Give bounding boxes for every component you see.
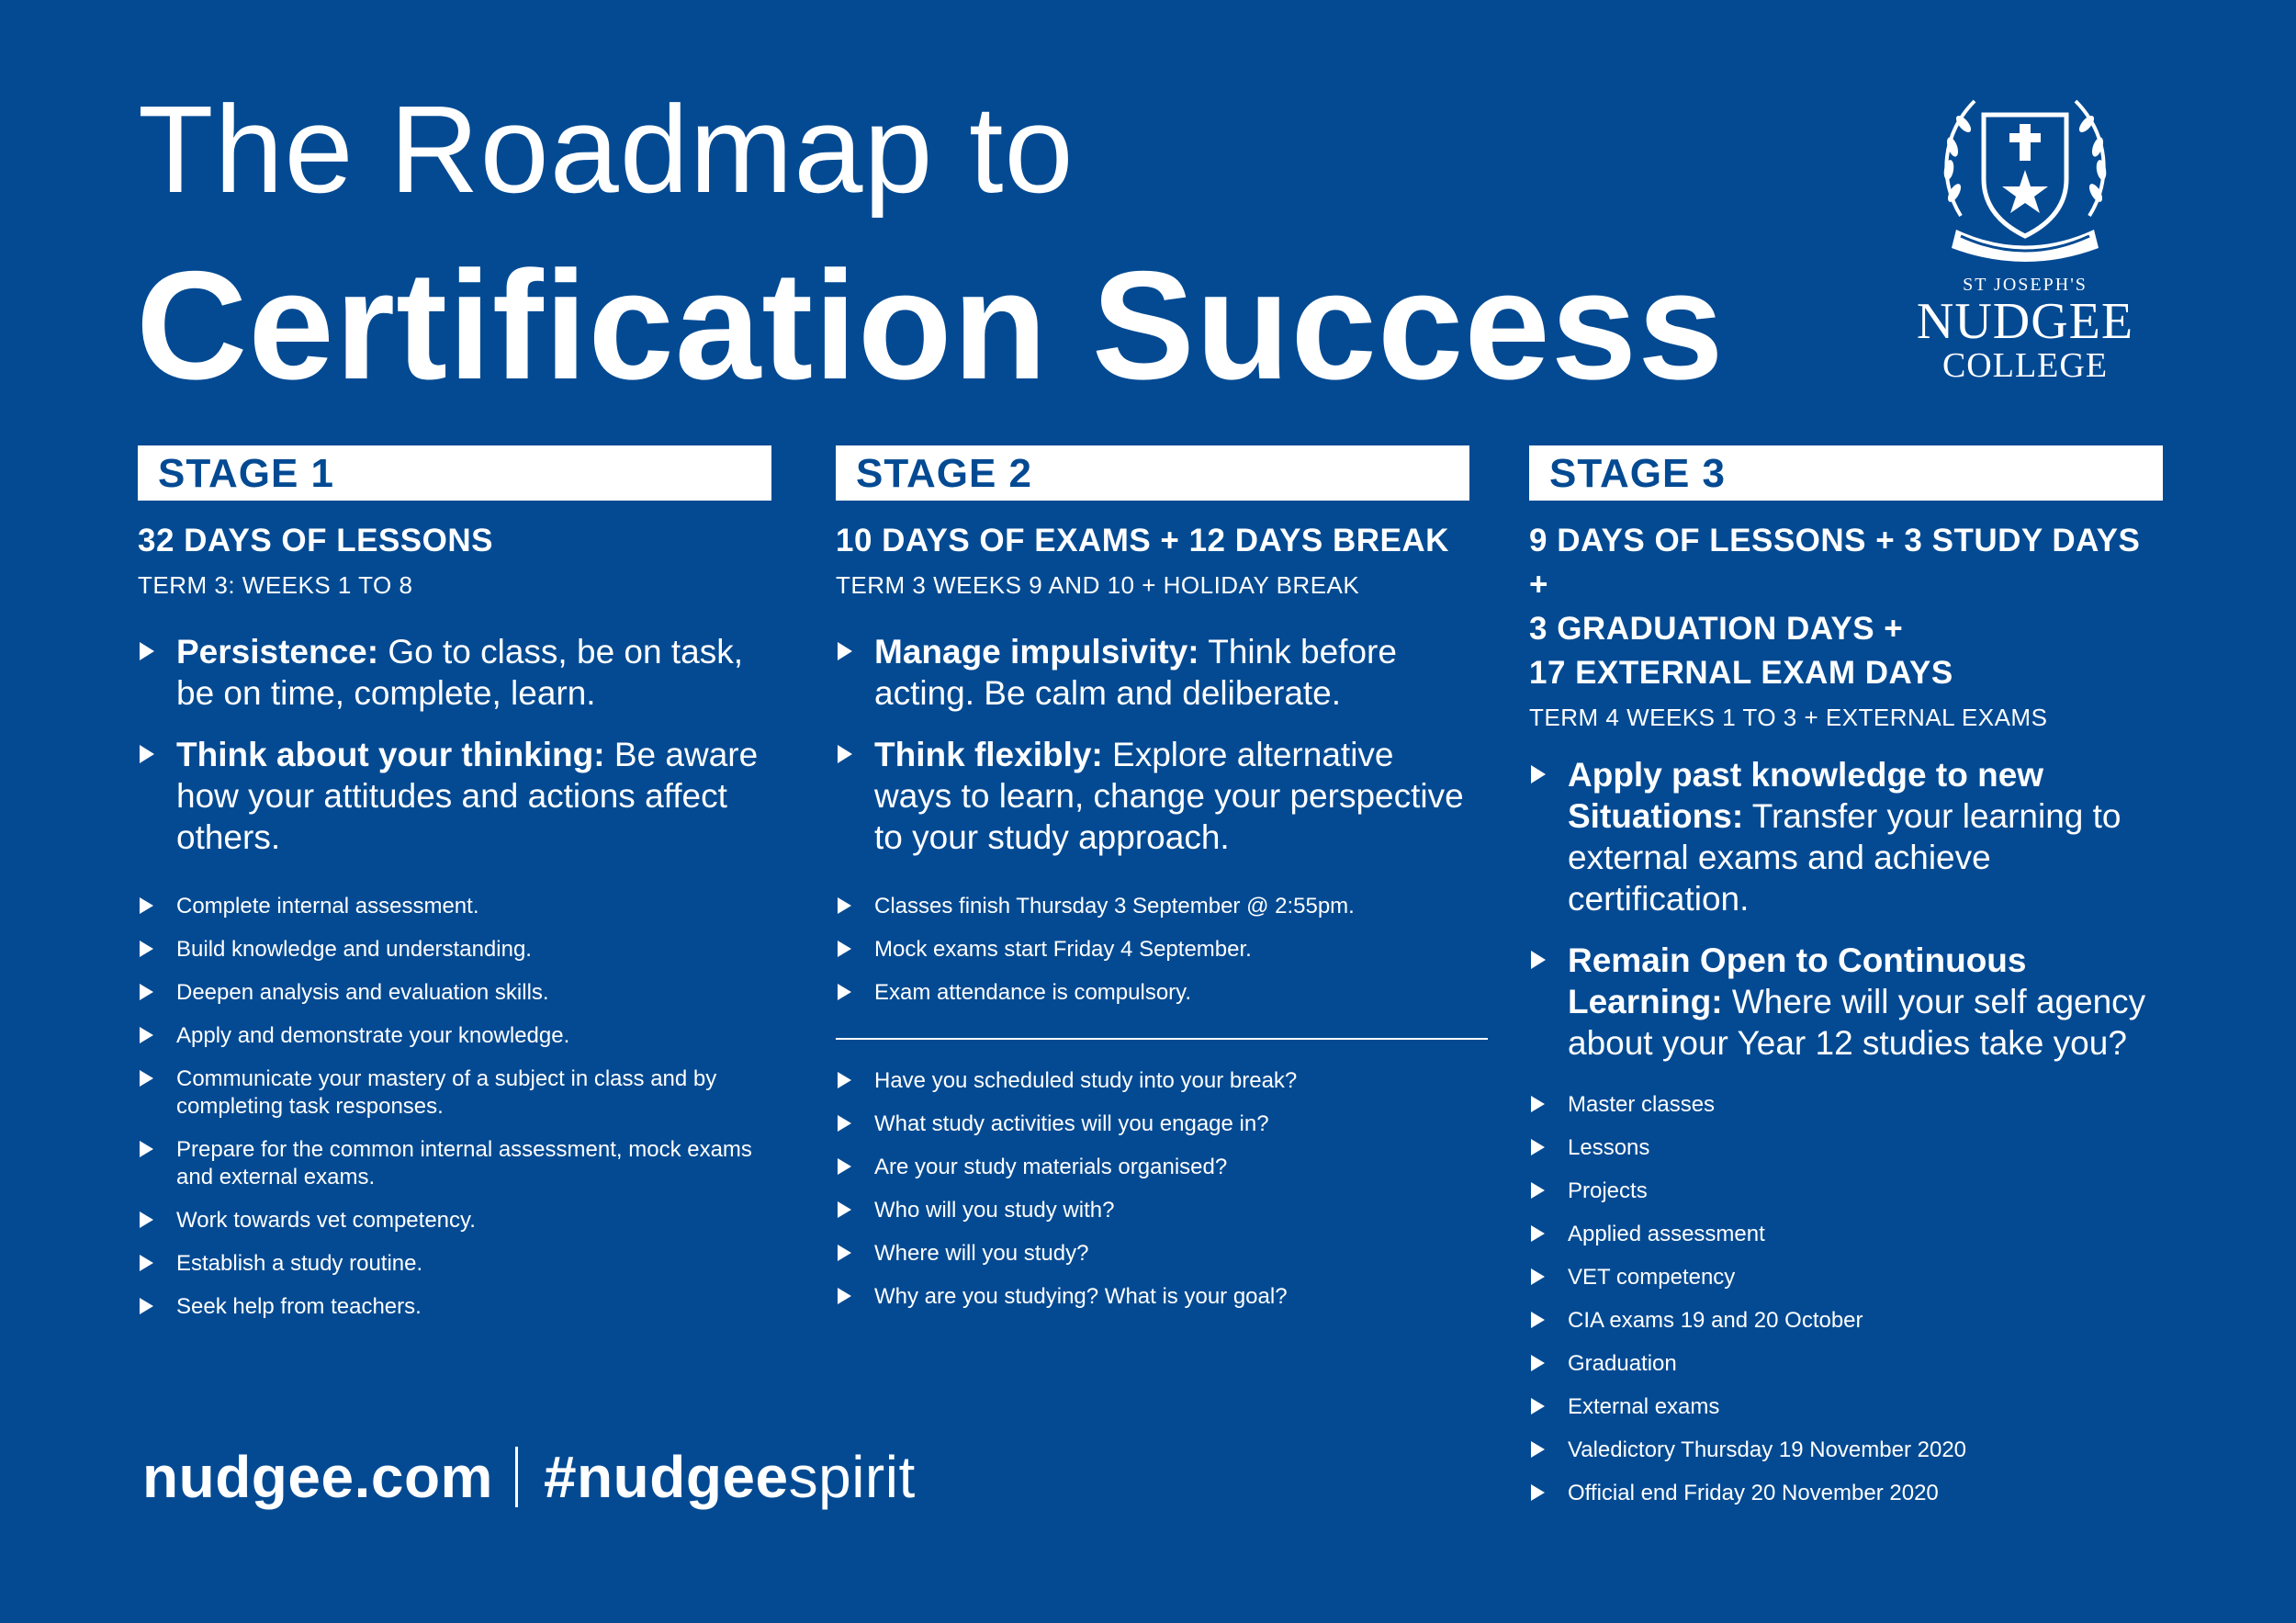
- bullet-arrow-icon: [140, 941, 153, 957]
- list-item: Remain Open to Continuous Learning: Where will your self agency about your Year 12 studies take you?: [1529, 940, 2163, 1064]
- stage-2-column: [836, 445, 1469, 1326]
- bullet-arrow-icon: [140, 1070, 153, 1087]
- bullet-arrow-icon: [140, 642, 154, 660]
- stage-3-column: [1529, 445, 2163, 1523]
- list-item: Who will you study with?: [836, 1197, 1469, 1224]
- list-item: Valedictory Thursday 19 November 2020: [1529, 1437, 2163, 1464]
- bullet-arrow-icon: [838, 642, 852, 660]
- list-item: Prepare for the common internal assessment, mock exams and external exams.: [138, 1136, 771, 1191]
- hashtag: #nudgeespirit: [543, 1444, 916, 1510]
- list-item: Exam attendance is compulsory.: [836, 979, 1469, 1007]
- stage-3-headline-line-1: 9 DAYS OF LESSONS + 3 STUDY DAYS +: [1529, 523, 2141, 603]
- stage-3-key-points: [1529, 754, 2163, 1064]
- stage-2-headline: 10 DAYS OF EXAMS + 12 DAYS BREAK: [836, 523, 1449, 558]
- list-item: Mock exams start Friday 4 September.: [836, 936, 1469, 964]
- bullet-arrow-icon: [838, 1115, 851, 1132]
- stage-3-headline: [1529, 519, 2163, 695]
- bullet-arrow-icon: [1531, 1312, 1545, 1328]
- list-item: Work towards vet competency.: [138, 1207, 771, 1234]
- list-item: Master classes: [1529, 1091, 2163, 1119]
- list-item: Communicate your mastery of a subject in class and by completing task responses.: [138, 1065, 771, 1121]
- nudgee-crest-icon: [1929, 78, 2122, 271]
- bullet-arrow-icon: [1531, 1182, 1545, 1199]
- logo-small-text: ST JOSEPH'S: [1963, 275, 2088, 295]
- college-logo: [1883, 78, 2167, 385]
- bullet-arrow-icon: [140, 984, 153, 1000]
- list-item: Seek help from teachers.: [138, 1293, 771, 1321]
- stage-1-headline: 32 DAYS OF LESSONS: [138, 523, 493, 558]
- bullet-arrow-icon: [838, 897, 851, 914]
- list-item: What study activities will you engage in?: [836, 1110, 1469, 1138]
- bullet-arrow-icon: [838, 1245, 851, 1261]
- bullet-arrow-icon: [140, 1027, 153, 1043]
- bullet-arrow-icon: [1531, 1096, 1545, 1112]
- stage-1-term: TERM 3: WEEKS 1 TO 8: [138, 571, 413, 599]
- logo-big-text: NUDGEE: [1916, 293, 2134, 350]
- list-item: Are your study materials organised?: [836, 1154, 1469, 1181]
- title-line-2: Certification Success: [136, 239, 1725, 411]
- list-item: Have you scheduled study into your break?: [836, 1067, 1469, 1095]
- stage-1-column: [138, 445, 771, 1336]
- list-item: Applied assessment: [1529, 1221, 2163, 1248]
- footer: [142, 1440, 916, 1514]
- bullet-arrow-icon: [838, 1288, 851, 1304]
- list-item: Complete internal assessment.: [138, 893, 771, 920]
- list-item: Official end Friday 20 November 2020: [1529, 1480, 2163, 1507]
- stage-1-items: [138, 893, 771, 1321]
- stage-3-items: [1529, 1091, 2163, 1507]
- title-line-1: The Roadmap to: [138, 80, 1075, 219]
- list-item: Deepen analysis and evaluation skills.: [138, 979, 771, 1007]
- list-item: Establish a study routine.: [138, 1250, 771, 1278]
- list-item: Manage impulsivity: Think before acting. Be calm and deliberate.: [836, 631, 1469, 714]
- bullet-arrow-icon: [1531, 951, 1546, 969]
- list-item: Lessons: [1529, 1134, 2163, 1162]
- list-item: Apply past knowledge to new Situations: Transfer your learning to external exams and achieve certification.: [1529, 754, 2163, 919]
- list-item: Classes finish Thursday 3 September @ 2:55pm.: [836, 893, 1469, 920]
- bullet-arrow-icon: [140, 1212, 153, 1228]
- stage-2-label: STAGE 2: [836, 445, 1469, 501]
- stage-2-questions: [836, 1067, 1469, 1311]
- bullet-arrow-icon: [140, 1298, 153, 1314]
- bullet-arrow-icon: [1531, 1139, 1545, 1155]
- bullet-arrow-icon: [838, 1201, 851, 1218]
- bullet-arrow-icon: [1531, 1355, 1545, 1371]
- bullet-arrow-icon: [838, 745, 852, 763]
- list-item: VET competency: [1529, 1264, 2163, 1291]
- bullet-arrow-icon: [838, 941, 851, 957]
- logo-mid-text: COLLEGE: [1941, 346, 2109, 385]
- list-item: Persistence: Go to class, be on task, be on time, complete, learn.: [138, 631, 771, 714]
- stage-2-key-points: [836, 631, 1469, 858]
- bullet-arrow-icon: [140, 745, 154, 763]
- bullet-arrow-icon: [140, 1141, 153, 1157]
- stage-3-label: STAGE 3: [1529, 445, 2163, 501]
- stage-2-term: TERM 3 WEEKS 9 AND 10 + HOLIDAY BREAK: [836, 571, 1360, 599]
- bullet-arrow-icon: [140, 897, 153, 914]
- stage-3-term: TERM 4 WEEKS 1 TO 3 + EXTERNAL EXAMS: [1529, 704, 2048, 731]
- stage-1-key-points: [138, 631, 771, 858]
- list-item: Graduation: [1529, 1350, 2163, 1378]
- stage-3-headline-line-3: 17 EXTERNAL EXAM DAYS: [1529, 655, 1953, 691]
- list-item: CIA exams 19 and 20 October: [1529, 1307, 2163, 1335]
- list-item: External exams: [1529, 1393, 2163, 1421]
- list-item: Apply and demonstrate your knowledge.: [138, 1022, 771, 1050]
- bullet-arrow-icon: [1531, 1398, 1545, 1414]
- stage-1-label: STAGE 1: [138, 445, 771, 501]
- bullet-arrow-icon: [1531, 765, 1546, 783]
- bullet-arrow-icon: [838, 984, 851, 1000]
- bullet-arrow-icon: [140, 1255, 153, 1271]
- bullet-arrow-icon: [838, 1072, 851, 1088]
- list-item: Why are you studying? What is your goal?: [836, 1283, 1469, 1311]
- list-item: Think about your thinking: Be aware how your attitudes and actions affect others.: [138, 734, 771, 858]
- list-item: Build knowledge and understanding.: [138, 936, 771, 964]
- bullet-arrow-icon: [838, 1158, 851, 1175]
- list-item: Think flexibly: Explore alternative ways to learn, change your perspective to your study approach.: [836, 734, 1469, 858]
- stage-3-headline-line-2: 3 GRADUATION DAYS +: [1529, 611, 1904, 647]
- list-item: Where will you study?: [836, 1240, 1469, 1268]
- bullet-arrow-icon: [1531, 1268, 1545, 1285]
- bullet-arrow-icon: [1531, 1484, 1545, 1501]
- website-link[interactable]: nudgee.com: [142, 1444, 493, 1510]
- stage-2-items: [836, 893, 1469, 1007]
- section-divider: [836, 1038, 1488, 1040]
- footer-divider: [515, 1447, 518, 1507]
- bullet-arrow-icon: [1531, 1441, 1545, 1458]
- list-item: Projects: [1529, 1178, 2163, 1205]
- bullet-arrow-icon: [1531, 1225, 1545, 1242]
